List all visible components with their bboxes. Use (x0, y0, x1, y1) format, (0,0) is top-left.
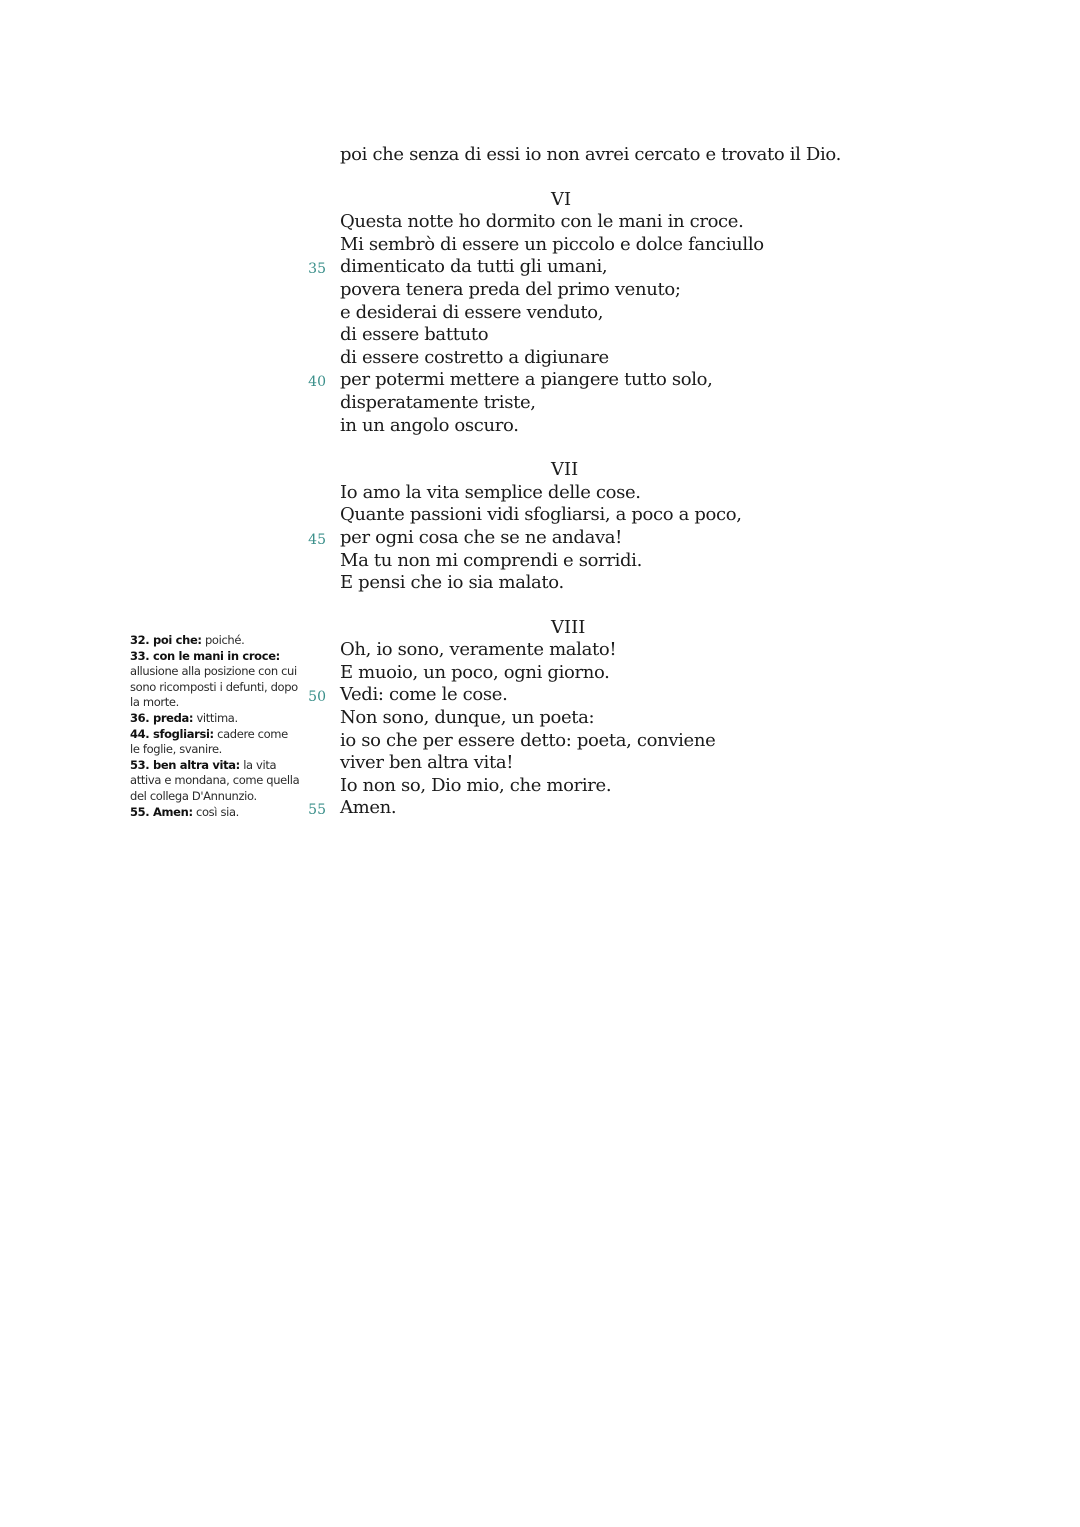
poem-line (340, 279, 900, 302)
line-text: Io amo la vita semplice delle cose. (340, 481, 641, 503)
note-term: 33. con le mani in croce: (130, 648, 280, 663)
line-text: per ogni cosa che se ne andava! (340, 526, 623, 548)
poem (308, 144, 900, 820)
line-text: Non sono, dunque, un poeta: (340, 707, 595, 729)
line-number: 45 (308, 531, 326, 548)
poem-line (308, 256, 900, 279)
line-text: io so che per essere detto: poeta, conviene (340, 729, 716, 751)
note (130, 758, 300, 805)
stanza-title: VI (551, 188, 572, 210)
poem-line (340, 504, 900, 527)
line-number: 50 (308, 689, 326, 706)
note-gloss: allusione alla posizione con cui sono ricomposti i defunti, dopo la morte. (130, 664, 298, 710)
poem-line (340, 392, 900, 415)
line-text: Io non so, Dio mio, che morire. (340, 774, 612, 796)
line-text: Amen. (340, 797, 397, 819)
poem-line (340, 415, 900, 438)
note-gloss: poiché. (201, 633, 245, 647)
line-text: Quante passioni vidi sfogliarsi, a poco a poco, (340, 504, 742, 526)
note-gloss: vittima. (193, 710, 238, 725)
note-term: 32. poi che: (130, 633, 202, 647)
poem-line (340, 572, 900, 595)
note (130, 805, 300, 821)
note-gloss: la vita attiva e mondana, come quella del collega D'Annunzio. (130, 757, 300, 803)
line-number: 40 (308, 374, 326, 391)
note (130, 711, 300, 727)
line-number: 35 (308, 261, 326, 278)
poem-line (308, 526, 900, 550)
line-text: povera tenera preda del primo venuto; (340, 278, 681, 300)
line-text: E pensi che io sia malato. (340, 572, 564, 594)
stanza-title: VII (551, 459, 579, 481)
line-text: e desiderai di essere venduto, (340, 301, 604, 323)
note-term: 44. sfogliarsi: (130, 726, 214, 741)
note (130, 727, 300, 758)
poem-line (340, 347, 900, 370)
line-text: poi che senza di essi io non avrei cercato e trovato il Dio. (340, 144, 841, 165)
line-text: di essere battuto (340, 324, 489, 346)
line-number: 55 (308, 802, 326, 819)
poem-line (340, 482, 900, 505)
note-term: 53. ben altra vita: (130, 757, 240, 772)
line-text: Ma tu non mi comprendi e sorridi. (340, 549, 642, 571)
poem-line (308, 797, 900, 820)
poem-line (340, 730, 900, 753)
line-text: viver ben altra vita! (340, 752, 514, 774)
poem-line (308, 369, 900, 392)
poem-line (340, 775, 900, 798)
line-text: dimenticato da tutti gli umani, (340, 256, 608, 278)
poem-line (340, 302, 900, 325)
poem-line (340, 211, 900, 234)
margin-notes (130, 633, 300, 820)
line-text: di essere costretto a digiunare (340, 346, 609, 368)
line-text: Oh, io sono, veramente malato! (340, 639, 617, 661)
poem-line (308, 684, 900, 707)
note-term: 55. Amen: (130, 804, 193, 819)
poem-line (340, 707, 900, 730)
poem-line (340, 639, 900, 662)
line-text: per potermi mettere a piangere tutto solo, (340, 369, 713, 391)
poem-line (340, 752, 900, 775)
line-text: Vedi: come le cose. (340, 684, 508, 706)
poem-line (340, 550, 900, 573)
note (130, 649, 300, 711)
line-text: in un angolo oscuro. (340, 414, 519, 436)
note-gloss: così sia. (192, 804, 239, 819)
poem-line (340, 662, 900, 685)
poem-line (340, 144, 900, 167)
note-gloss: cadere come le foglie, svanire. (130, 726, 288, 757)
line-text: Mi sembrò di essere un piccolo e dolce fanciullo (340, 233, 764, 255)
line-text: disperatamente triste, (340, 391, 536, 413)
line-text: E muoio, un poco, ogni giorno. (340, 661, 610, 683)
note-term: 36. preda: (130, 710, 194, 725)
poem-line (340, 324, 900, 347)
note (130, 633, 300, 649)
poem-line (340, 234, 900, 257)
line-text: Questa notte ho dormito con le mani in croce. (340, 211, 744, 233)
stanza-title: VIII (551, 616, 586, 638)
